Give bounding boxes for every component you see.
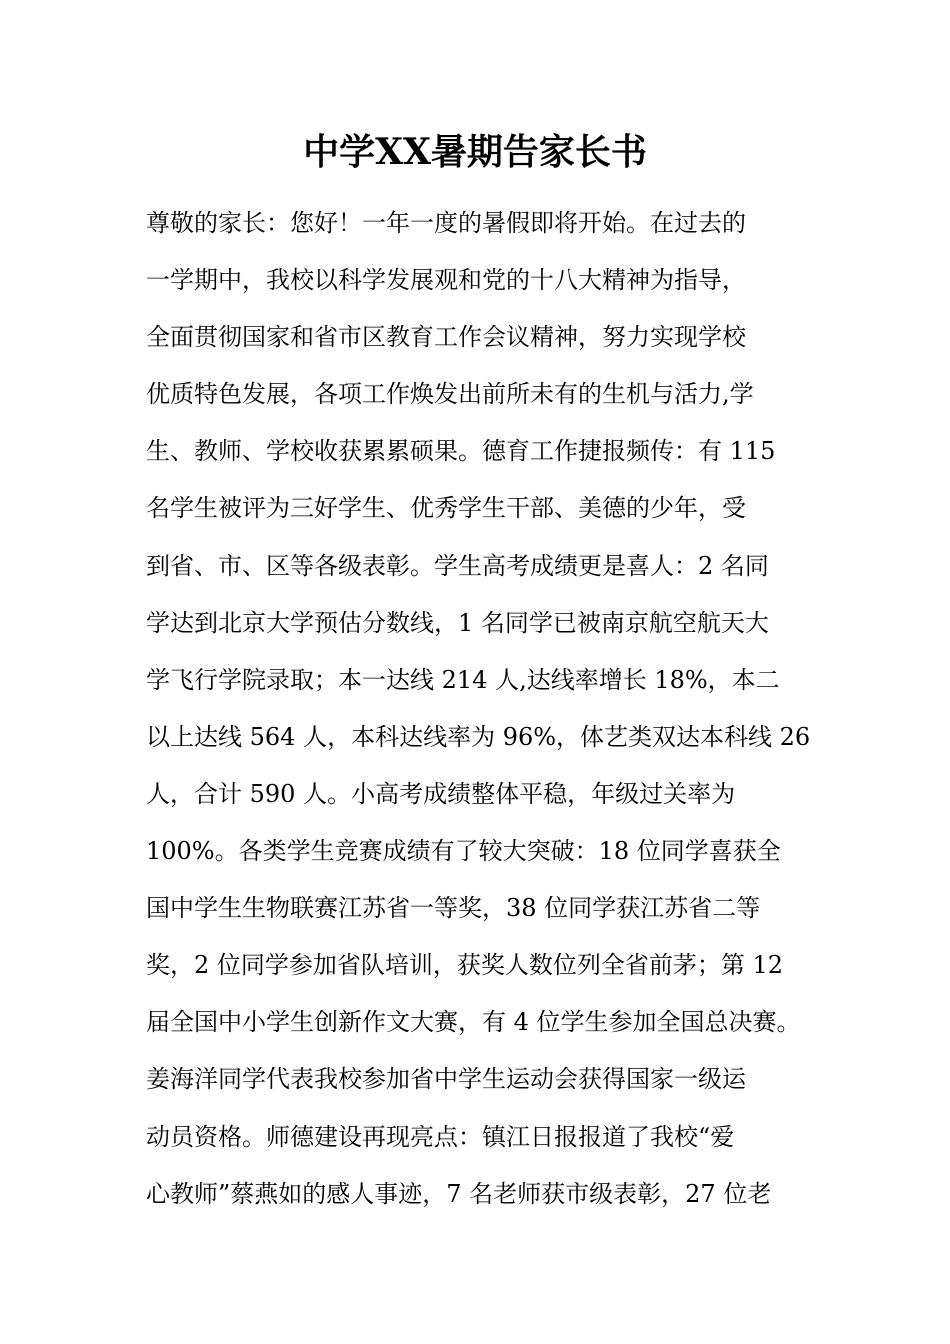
body-line: 以上达线 564 人，本科达线率为 96%，体艺类双达本科线 26 — [146, 722, 811, 751]
body-line: 学达到北京大学预估分数线，1 名同学已被南京航空航天大 — [146, 608, 769, 637]
body-line: 全面贯彻国家和省市区教育工作会议精神，努力实现学校 — [146, 323, 746, 352]
body-line: 到省、市、区等各级表彰。学生高考成绩更是喜人：2 名同 — [146, 551, 769, 580]
body-line: 姜海洋同学代表我校参加省中学生运动会获得国家一级运 — [146, 1065, 746, 1094]
body-line: 人，合计 590 人。小高考成绩整体平稳，年级过关率为 — [146, 779, 736, 808]
body-line: 尊敬的家长：您好！一年一度的暑假即将开始。在过去的 — [146, 209, 746, 237]
body-line: 届全国中小学生创新作文大赛，有 4 位学生参加全国总决赛。 — [146, 1008, 801, 1037]
body-line: 名学生被评为三好学生、优秀学生干部、美德的少年，受 — [146, 494, 746, 523]
body-line: 心教师”蔡燕如的感人事迹，7 名老师获市级表彰，27 位老 — [146, 1179, 772, 1208]
letter-body — [146, 201, 826, 1229]
body-line: 学飞行学院录取；本一达线 214 人,达线率增长 18%，本二 — [146, 665, 780, 694]
body-line: 100%。各类学生竞赛成绩有了较大突破：18 位同学喜获全 — [146, 837, 781, 866]
body-line: 奖，2 位同学参加省队培训，获奖人数位列全省前茅；第 12 — [146, 951, 784, 980]
body-line: 一学期中，我校以科学发展观和党的十八大精神为指导， — [146, 266, 746, 295]
body-line: 优质特色发展，各项工作焕发出前所未有的生机与活力,学 — [146, 380, 754, 409]
body-line: 国中学生生物联赛江苏省一等奖，38 位同学获江苏省二等 — [146, 894, 761, 923]
document-title: 中学XX暑期告家长书 — [303, 131, 647, 173]
body-line: 动员资格。师德建设再现亮点：镇江日报报道了我校“爱 — [146, 1122, 735, 1151]
body-line: 生、教师、学校收获累累硕果。德育工作捷报频传：有 115 — [146, 437, 776, 466]
